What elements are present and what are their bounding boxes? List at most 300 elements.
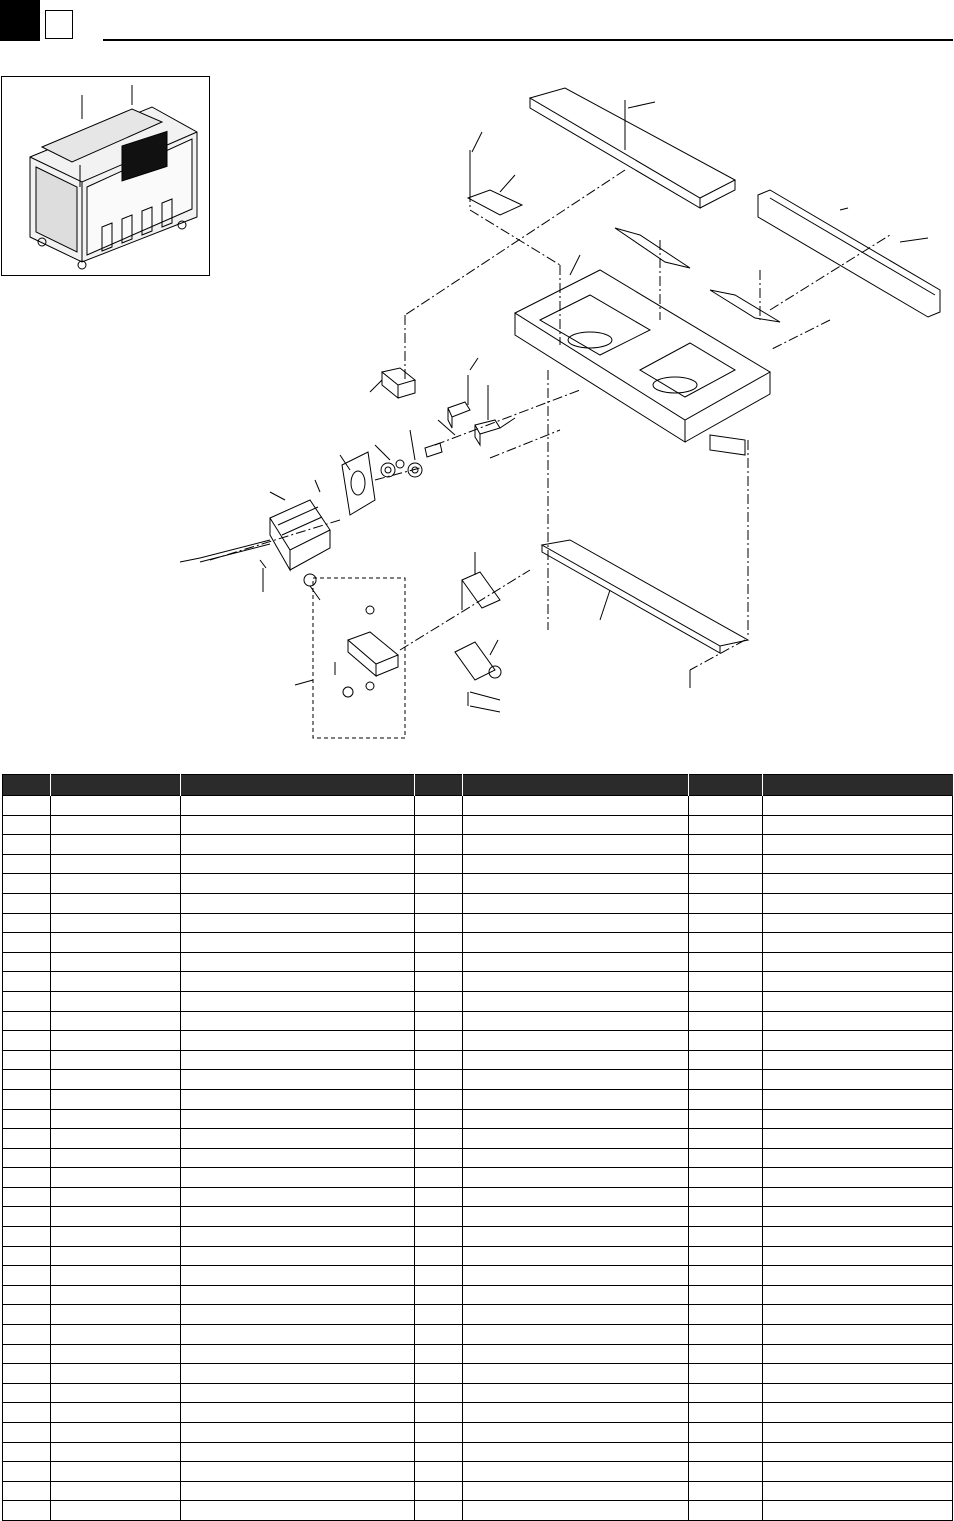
table-cell bbox=[51, 1266, 181, 1286]
table-cell bbox=[463, 991, 689, 1011]
table-cell bbox=[463, 1129, 689, 1149]
table-cell bbox=[415, 1227, 463, 1247]
table-row bbox=[3, 1207, 953, 1227]
table-row bbox=[3, 1070, 953, 1090]
table-cell bbox=[763, 815, 953, 835]
col-header bbox=[463, 775, 689, 796]
table-cell bbox=[463, 815, 689, 835]
table-cell bbox=[463, 1050, 689, 1070]
table-cell bbox=[181, 796, 415, 816]
table-cell bbox=[3, 1070, 51, 1090]
table-cell bbox=[463, 1109, 689, 1129]
table-row bbox=[3, 1285, 953, 1305]
table-cell bbox=[689, 1246, 763, 1266]
table-cell bbox=[181, 972, 415, 992]
table-cell bbox=[51, 1050, 181, 1070]
table-cell bbox=[51, 1070, 181, 1090]
table-cell bbox=[463, 972, 689, 992]
table-cell bbox=[181, 1462, 415, 1482]
table-cell bbox=[3, 874, 51, 894]
table-cell bbox=[3, 1383, 51, 1403]
table-row bbox=[3, 874, 953, 894]
table-cell bbox=[415, 1383, 463, 1403]
table-cell bbox=[763, 1129, 953, 1149]
table-cell bbox=[51, 913, 181, 933]
table-cell bbox=[181, 1481, 415, 1501]
table-cell bbox=[463, 1187, 689, 1207]
table-cell bbox=[689, 815, 763, 835]
col-header bbox=[3, 775, 51, 796]
table-cell bbox=[3, 933, 51, 953]
table-cell bbox=[51, 1344, 181, 1364]
table-cell bbox=[181, 991, 415, 1011]
table-cell bbox=[763, 1227, 953, 1247]
table-row bbox=[3, 1168, 953, 1188]
table-cell bbox=[51, 1031, 181, 1051]
table-cell bbox=[463, 1423, 689, 1443]
table-cell bbox=[51, 815, 181, 835]
table-cell bbox=[3, 1246, 51, 1266]
table-cell bbox=[415, 835, 463, 855]
table-row bbox=[3, 1383, 953, 1403]
table-cell bbox=[3, 991, 51, 1011]
table-cell bbox=[51, 1423, 181, 1443]
table-cell bbox=[3, 1227, 51, 1247]
table-cell bbox=[415, 1109, 463, 1129]
table-cell bbox=[763, 972, 953, 992]
table-cell bbox=[763, 796, 953, 816]
table-cell bbox=[763, 1305, 953, 1325]
table-cell bbox=[3, 1031, 51, 1051]
table-cell bbox=[51, 1109, 181, 1129]
table-cell bbox=[689, 1462, 763, 1482]
table-row bbox=[3, 1148, 953, 1168]
table-cell bbox=[689, 1129, 763, 1149]
table-cell bbox=[415, 1246, 463, 1266]
table-cell bbox=[463, 1148, 689, 1168]
table-cell bbox=[415, 1423, 463, 1443]
table-cell bbox=[181, 1227, 415, 1247]
table-cell bbox=[51, 893, 181, 913]
table-row bbox=[3, 1462, 953, 1482]
table-cell bbox=[689, 1344, 763, 1364]
table-cell bbox=[689, 1227, 763, 1247]
table-cell bbox=[51, 1481, 181, 1501]
table-cell bbox=[3, 913, 51, 933]
table-cell bbox=[463, 1403, 689, 1423]
col-header bbox=[415, 775, 463, 796]
table-cell bbox=[763, 1462, 953, 1482]
table-cell bbox=[51, 1168, 181, 1188]
table-cell bbox=[763, 952, 953, 972]
table-body bbox=[3, 796, 953, 1521]
table-cell bbox=[763, 1246, 953, 1266]
table-cell bbox=[763, 1266, 953, 1286]
table-cell bbox=[415, 952, 463, 972]
table-cell bbox=[689, 1109, 763, 1129]
table-cell bbox=[689, 1403, 763, 1423]
table-row bbox=[3, 1246, 953, 1266]
table-cell bbox=[181, 1207, 415, 1227]
table-cell bbox=[3, 796, 51, 816]
table-cell bbox=[689, 1442, 763, 1462]
table-cell bbox=[51, 1462, 181, 1482]
table-cell bbox=[181, 1168, 415, 1188]
page-number-box bbox=[45, 10, 73, 39]
table-cell bbox=[3, 1442, 51, 1462]
table-cell bbox=[181, 933, 415, 953]
table-cell bbox=[51, 933, 181, 953]
table-cell bbox=[51, 991, 181, 1011]
table-cell bbox=[689, 1383, 763, 1403]
table-cell bbox=[689, 1207, 763, 1227]
table-cell bbox=[463, 854, 689, 874]
table-cell bbox=[463, 1364, 689, 1384]
table-cell bbox=[3, 854, 51, 874]
table-cell bbox=[463, 893, 689, 913]
table-cell bbox=[415, 1305, 463, 1325]
table-cell bbox=[689, 1285, 763, 1305]
table-cell bbox=[415, 1501, 463, 1521]
table-cell bbox=[415, 913, 463, 933]
table-cell bbox=[181, 1109, 415, 1129]
table-cell bbox=[51, 1442, 181, 1462]
table-cell bbox=[689, 991, 763, 1011]
table-cell bbox=[415, 1129, 463, 1149]
table-cell bbox=[689, 1481, 763, 1501]
table-row bbox=[3, 1325, 953, 1345]
table-cell bbox=[3, 1364, 51, 1384]
table-cell bbox=[689, 796, 763, 816]
table-cell bbox=[415, 874, 463, 894]
table-row bbox=[3, 1305, 953, 1325]
table-cell bbox=[181, 1129, 415, 1149]
table-row bbox=[3, 1109, 953, 1129]
table-cell bbox=[689, 1305, 763, 1325]
table-cell bbox=[689, 1266, 763, 1286]
table-cell bbox=[689, 1325, 763, 1345]
table-cell bbox=[463, 1011, 689, 1031]
table-cell bbox=[415, 1266, 463, 1286]
table-cell bbox=[181, 1325, 415, 1345]
table-cell bbox=[415, 854, 463, 874]
table-cell bbox=[181, 913, 415, 933]
table-cell bbox=[463, 874, 689, 894]
table-row bbox=[3, 1266, 953, 1286]
col-header bbox=[181, 775, 415, 796]
table-cell bbox=[763, 1168, 953, 1188]
table-cell bbox=[763, 1481, 953, 1501]
table-cell bbox=[689, 952, 763, 972]
table-cell bbox=[181, 893, 415, 913]
table-cell bbox=[689, 1148, 763, 1168]
table-cell bbox=[415, 796, 463, 816]
table-cell bbox=[415, 933, 463, 953]
table-row bbox=[3, 1129, 953, 1149]
table-cell bbox=[181, 1364, 415, 1384]
table-cell bbox=[51, 1383, 181, 1403]
table-row bbox=[3, 1089, 953, 1109]
table-cell bbox=[51, 972, 181, 992]
table-row bbox=[3, 854, 953, 874]
table-cell bbox=[415, 815, 463, 835]
table-cell bbox=[689, 1364, 763, 1384]
table-cell bbox=[415, 1325, 463, 1345]
table-cell bbox=[463, 1501, 689, 1521]
table-row bbox=[3, 1227, 953, 1247]
table-cell bbox=[463, 796, 689, 816]
table-cell bbox=[415, 1442, 463, 1462]
table-cell bbox=[3, 1207, 51, 1227]
table-row bbox=[3, 1423, 953, 1443]
table-cell bbox=[3, 1168, 51, 1188]
table-cell bbox=[415, 991, 463, 1011]
table-row bbox=[3, 1031, 953, 1051]
table-cell bbox=[763, 854, 953, 874]
table-row bbox=[3, 1050, 953, 1070]
table-cell bbox=[51, 1227, 181, 1247]
table-cell bbox=[3, 1305, 51, 1325]
table-cell bbox=[415, 1187, 463, 1207]
table-row bbox=[3, 933, 953, 953]
table-row bbox=[3, 893, 953, 913]
table-cell bbox=[3, 1462, 51, 1482]
table-cell bbox=[3, 1403, 51, 1423]
table-cell bbox=[181, 1501, 415, 1521]
table-cell bbox=[463, 1168, 689, 1188]
table-cell bbox=[181, 1403, 415, 1423]
table-cell bbox=[463, 1442, 689, 1462]
table-cell bbox=[3, 1089, 51, 1109]
table-cell bbox=[181, 1187, 415, 1207]
table-row bbox=[3, 1442, 953, 1462]
table-row bbox=[3, 972, 953, 992]
table-cell bbox=[763, 1070, 953, 1090]
table-cell bbox=[689, 1423, 763, 1443]
table-cell bbox=[763, 1109, 953, 1129]
table-cell bbox=[763, 1187, 953, 1207]
table-row bbox=[3, 1187, 953, 1207]
table-cell bbox=[689, 1070, 763, 1090]
table-cell bbox=[763, 933, 953, 953]
table-cell bbox=[763, 1344, 953, 1364]
table-cell bbox=[689, 835, 763, 855]
table-cell bbox=[181, 1442, 415, 1462]
parts-list-table bbox=[2, 774, 953, 1521]
table-cell bbox=[51, 1305, 181, 1325]
table-cell bbox=[3, 1481, 51, 1501]
table-cell bbox=[463, 1227, 689, 1247]
table-cell bbox=[3, 952, 51, 972]
table-cell bbox=[763, 1403, 953, 1423]
table-cell bbox=[3, 1109, 51, 1129]
table-cell bbox=[415, 1070, 463, 1090]
table-cell bbox=[763, 1285, 953, 1305]
table-cell bbox=[3, 1050, 51, 1070]
table-cell bbox=[3, 1129, 51, 1149]
table-cell bbox=[415, 1285, 463, 1305]
table-cell bbox=[463, 1383, 689, 1403]
table-row bbox=[3, 796, 953, 816]
table-cell bbox=[415, 893, 463, 913]
table-row bbox=[3, 913, 953, 933]
table-cell bbox=[51, 1501, 181, 1521]
table-cell bbox=[689, 1089, 763, 1109]
table-cell bbox=[3, 893, 51, 913]
table-cell bbox=[689, 893, 763, 913]
table-row bbox=[3, 1481, 953, 1501]
table-cell bbox=[51, 1011, 181, 1031]
table-cell bbox=[181, 835, 415, 855]
table-cell bbox=[415, 1168, 463, 1188]
table-cell bbox=[463, 1089, 689, 1109]
table-cell bbox=[415, 1462, 463, 1482]
table-cell bbox=[51, 952, 181, 972]
table-cell bbox=[463, 1207, 689, 1227]
table-row bbox=[3, 1403, 953, 1423]
table-cell bbox=[415, 1148, 463, 1168]
table-cell bbox=[763, 1050, 953, 1070]
table-cell bbox=[51, 854, 181, 874]
table-row bbox=[3, 1344, 953, 1364]
table-cell bbox=[463, 1344, 689, 1364]
table-cell bbox=[51, 1148, 181, 1168]
table-cell bbox=[3, 815, 51, 835]
table-cell bbox=[181, 1305, 415, 1325]
table-cell bbox=[3, 972, 51, 992]
table-row bbox=[3, 1011, 953, 1031]
table-cell bbox=[463, 1070, 689, 1090]
table-cell bbox=[181, 874, 415, 894]
table-cell bbox=[3, 1187, 51, 1207]
exploded-parts-diagram bbox=[170, 80, 954, 745]
table-cell bbox=[181, 1089, 415, 1109]
table-cell bbox=[415, 1403, 463, 1423]
table-cell bbox=[51, 1129, 181, 1149]
table-cell bbox=[181, 1383, 415, 1403]
table-cell bbox=[463, 835, 689, 855]
table-row bbox=[3, 952, 953, 972]
table-cell bbox=[763, 1423, 953, 1443]
table-cell bbox=[763, 1089, 953, 1109]
table-cell bbox=[763, 1148, 953, 1168]
exploded-diagram-icon bbox=[170, 80, 954, 745]
table-cell bbox=[689, 972, 763, 992]
table-cell bbox=[689, 854, 763, 874]
table-cell bbox=[463, 1285, 689, 1305]
table-cell bbox=[689, 913, 763, 933]
table-cell bbox=[181, 1050, 415, 1070]
table-cell bbox=[3, 1285, 51, 1305]
table-cell bbox=[181, 952, 415, 972]
table-cell bbox=[763, 874, 953, 894]
table-cell bbox=[463, 1481, 689, 1501]
table-cell bbox=[415, 1481, 463, 1501]
table-cell bbox=[763, 1325, 953, 1345]
table-row bbox=[3, 1364, 953, 1384]
table-cell bbox=[181, 1344, 415, 1364]
table-cell bbox=[51, 1246, 181, 1266]
table-cell bbox=[689, 1501, 763, 1521]
table-row bbox=[3, 991, 953, 1011]
header-rule bbox=[103, 39, 953, 41]
table-cell bbox=[763, 913, 953, 933]
table-cell bbox=[181, 1285, 415, 1305]
table-cell bbox=[763, 1207, 953, 1227]
table-cell bbox=[3, 1344, 51, 1364]
table-cell bbox=[51, 1325, 181, 1345]
table-cell bbox=[51, 1285, 181, 1305]
table-cell bbox=[463, 913, 689, 933]
table-cell bbox=[415, 1031, 463, 1051]
section-marker-block bbox=[0, 0, 40, 41]
table-row bbox=[3, 815, 953, 835]
table-cell bbox=[763, 1383, 953, 1403]
table-cell bbox=[689, 1031, 763, 1051]
table-cell bbox=[181, 1148, 415, 1168]
table-cell bbox=[463, 1462, 689, 1482]
table-cell bbox=[415, 1011, 463, 1031]
table-cell bbox=[415, 1207, 463, 1227]
table-cell bbox=[181, 1266, 415, 1286]
table-cell bbox=[51, 835, 181, 855]
table-cell bbox=[763, 893, 953, 913]
table-cell bbox=[181, 1070, 415, 1090]
table-cell bbox=[763, 991, 953, 1011]
table-cell bbox=[689, 1187, 763, 1207]
table-cell bbox=[51, 1089, 181, 1109]
table-cell bbox=[3, 1501, 51, 1521]
table-cell bbox=[763, 835, 953, 855]
table-cell bbox=[3, 1148, 51, 1168]
table-cell bbox=[51, 1207, 181, 1227]
table-cell bbox=[415, 1344, 463, 1364]
table-cell bbox=[463, 1325, 689, 1345]
col-header bbox=[763, 775, 953, 796]
table-cell bbox=[689, 1168, 763, 1188]
table-row bbox=[3, 1501, 953, 1521]
col-header bbox=[51, 775, 181, 796]
table-cell bbox=[3, 835, 51, 855]
col-header bbox=[689, 775, 763, 796]
table-cell bbox=[689, 933, 763, 953]
table-cell bbox=[181, 854, 415, 874]
table-cell bbox=[181, 815, 415, 835]
table-cell bbox=[51, 1364, 181, 1384]
table-cell bbox=[763, 1442, 953, 1462]
table-cell bbox=[181, 1246, 415, 1266]
table-cell bbox=[3, 1266, 51, 1286]
table-cell bbox=[763, 1501, 953, 1521]
table-cell bbox=[763, 1031, 953, 1051]
table-cell bbox=[689, 1050, 763, 1070]
table-cell bbox=[3, 1423, 51, 1443]
table-cell bbox=[689, 874, 763, 894]
table-row bbox=[3, 835, 953, 855]
table-cell bbox=[763, 1011, 953, 1031]
table-header-row bbox=[3, 775, 953, 796]
table-cell bbox=[3, 1325, 51, 1345]
table-cell bbox=[181, 1423, 415, 1443]
table-cell bbox=[463, 1305, 689, 1325]
table-cell bbox=[463, 1246, 689, 1266]
table-cell bbox=[51, 874, 181, 894]
table-cell bbox=[51, 796, 181, 816]
table-cell bbox=[415, 1050, 463, 1070]
table-cell bbox=[415, 1364, 463, 1384]
table-cell bbox=[763, 1364, 953, 1384]
table-cell bbox=[181, 1031, 415, 1051]
